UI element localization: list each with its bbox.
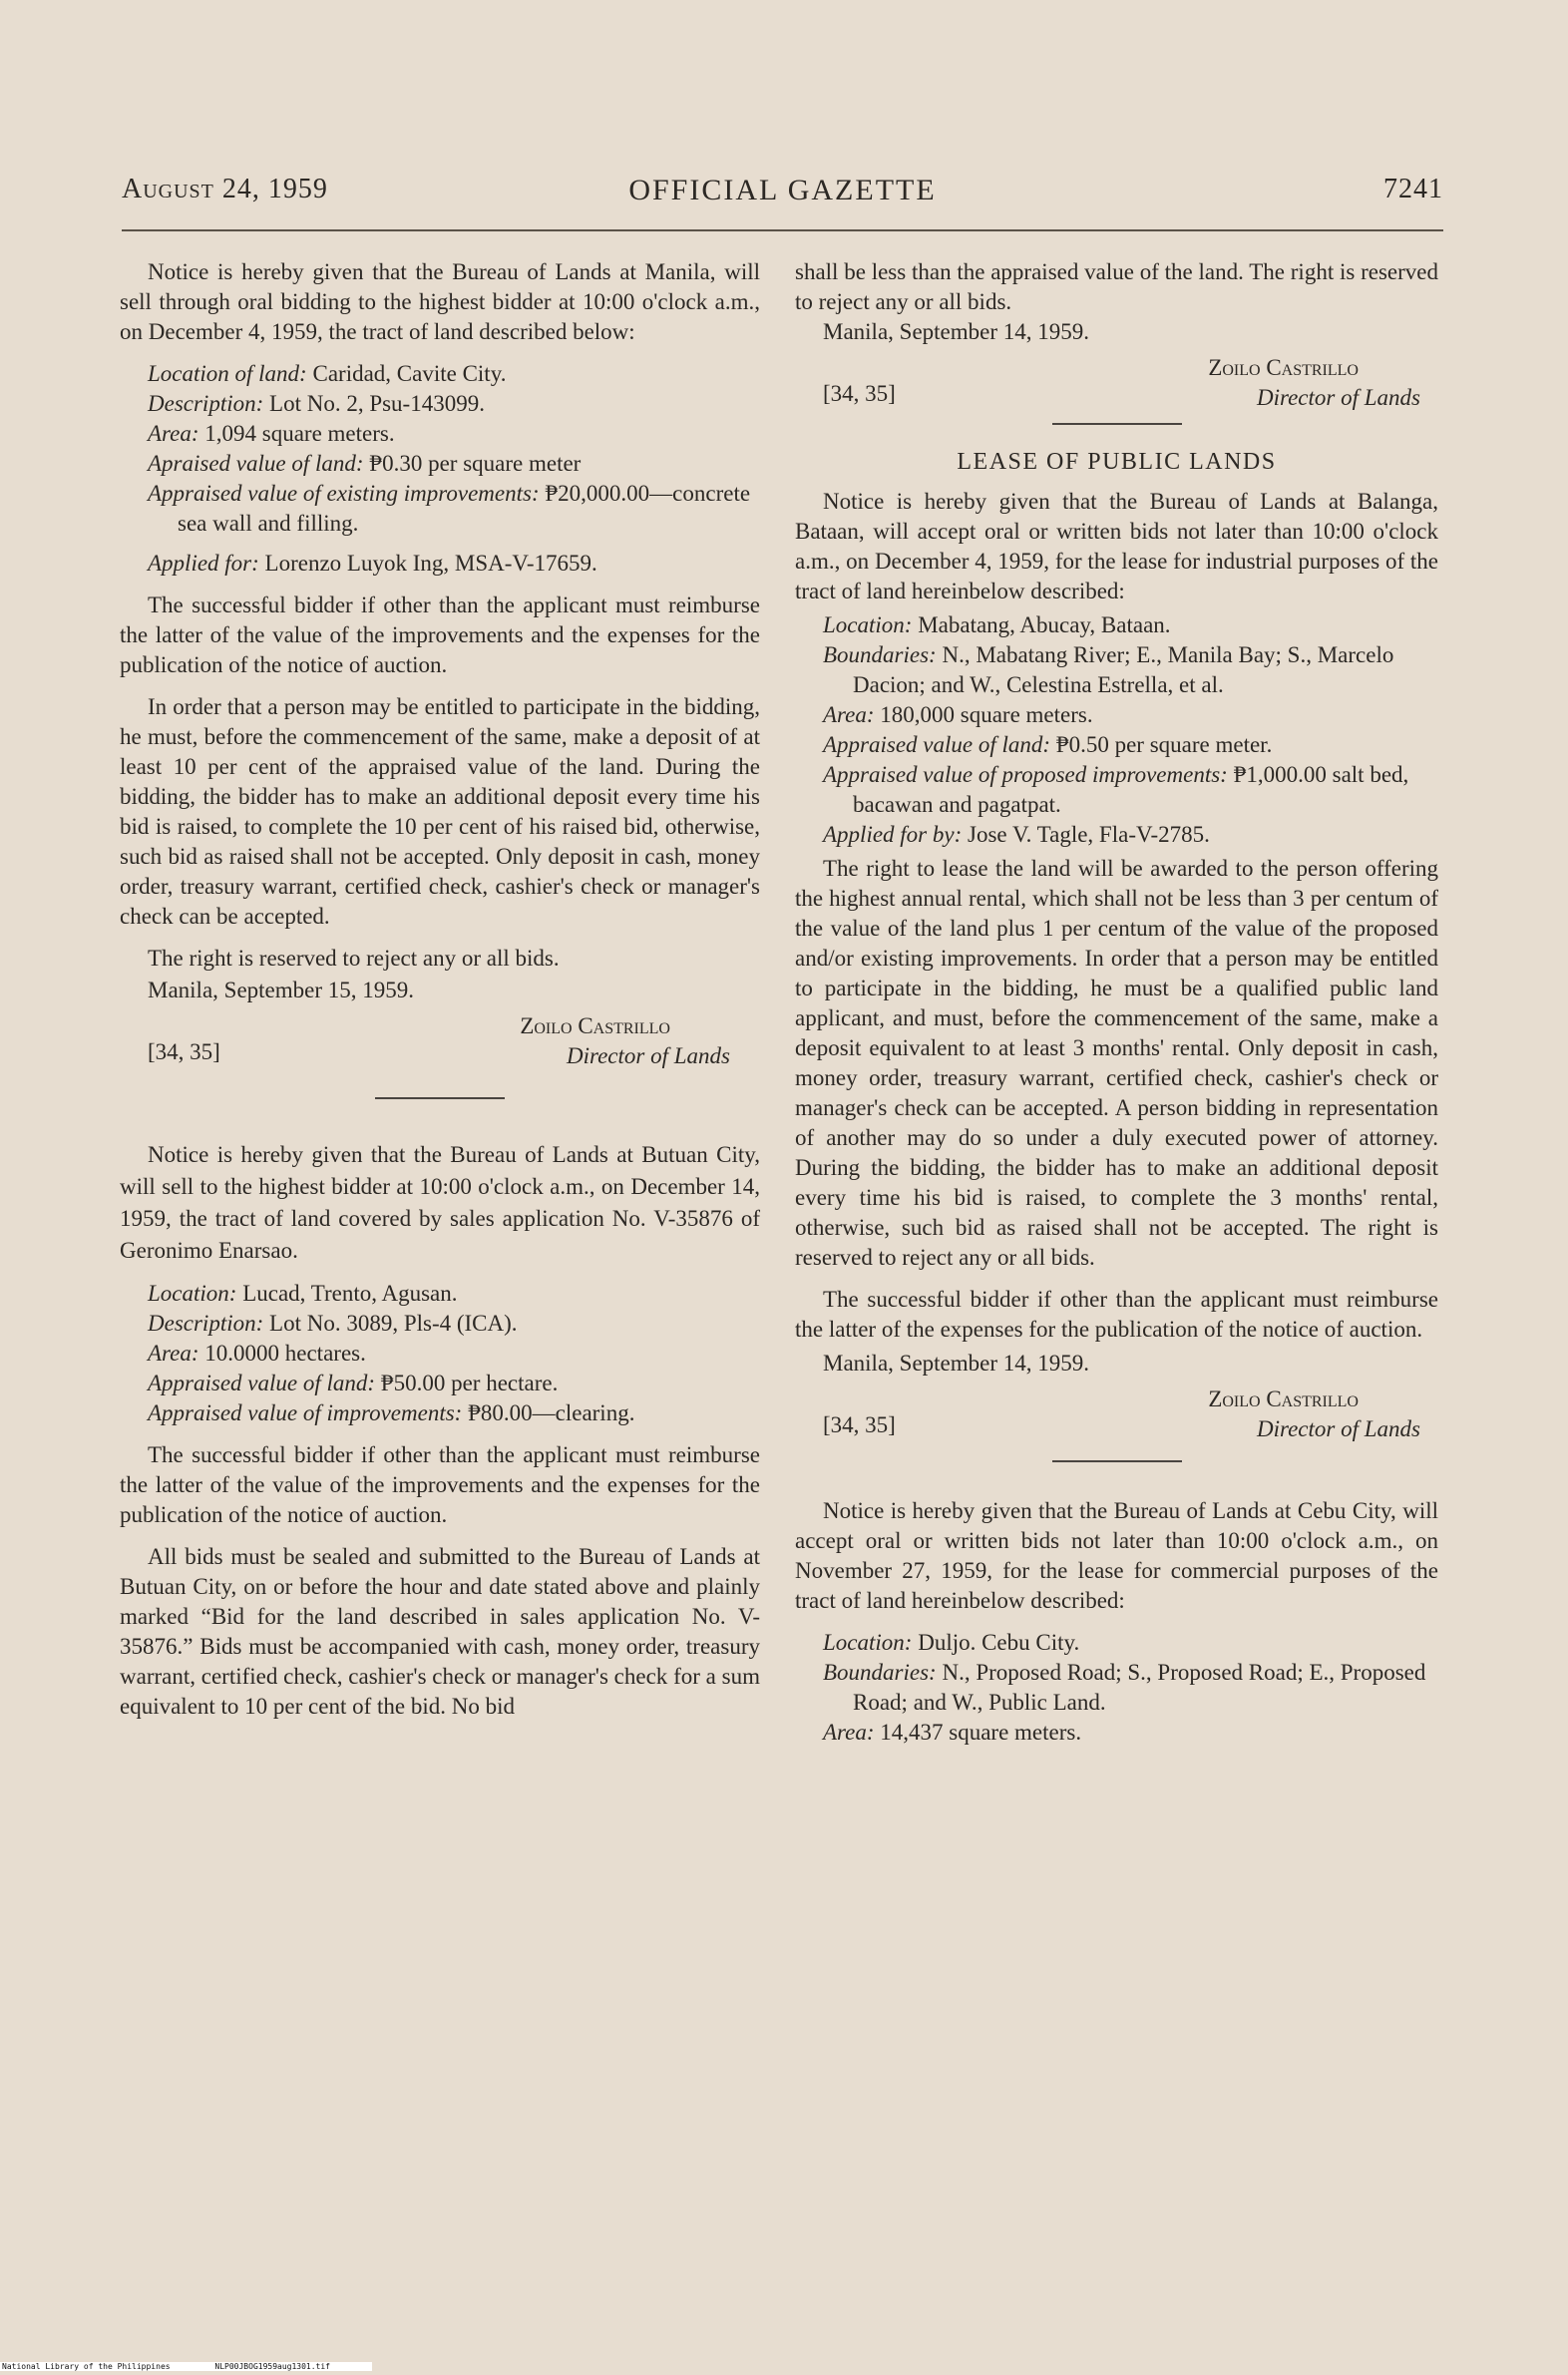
detail-value: ₱50.00 per hectare.: [380, 1371, 559, 1395]
detail-location: [795, 1628, 1438, 1658]
detail-area: [120, 1339, 760, 1369]
detail-value: N., Mabatang River; E., Manila Bay; S., Marcelo Dacion; and W., Celestina Estrella, et al.: [853, 642, 1394, 697]
detail-value: Caridad, Cavite City.: [312, 361, 507, 386]
scan-footer: [0, 2362, 372, 2371]
detail-label: Location of land:: [148, 361, 307, 386]
notice-cavite-intro: Notice is hereby given that the Bureau of Lands at Manila, will sell through oral bidding to the highest bidder at 10:00 o'clock a.m., on December 4, 1959, the tract of land described below:: [120, 259, 760, 344]
detail-value: ₱20,000.00—concrete sea wall and filling.: [178, 481, 751, 536]
header-rule: [122, 229, 1443, 231]
detail-appraised-improvements: [120, 1398, 760, 1428]
detail-label: Appraised value of land:: [148, 1371, 376, 1395]
detail-area: [795, 700, 1438, 730]
detail-value: Lorenzo Luyok Ing, MSA-V-17659.: [264, 551, 597, 576]
detail-applied-for: [795, 820, 1438, 850]
section-title-lease: LEASE OF PUBLIC LANDS: [957, 449, 1277, 475]
detail-label: Boundaries:: [823, 642, 937, 667]
left-column: [120, 257, 760, 1734]
signatory-name: Zoilo Castrillo: [520, 1013, 670, 1038]
detail-label: Appraised value of proposed improvements:: [823, 762, 1228, 787]
header-title: OFFICIAL GAZETTE: [628, 174, 937, 206]
detail-label: Applied for:: [148, 551, 259, 576]
detail-appraised-improvements: [795, 760, 1438, 820]
footer-file: NLP00JBOG1959aug1301.tif: [214, 2362, 330, 2371]
detail-label: Boundaries:: [823, 1660, 937, 1685]
detail-area: [120, 419, 760, 449]
notice-butuan-continued: shall be less than the appraised value of the land. The right is reserved to reject any or all bids.: [795, 259, 1438, 314]
notice-cavite-date: Manila, September 15, 1959.: [148, 978, 415, 1002]
detail-applied-for: [120, 549, 760, 579]
issue-reference: [34, 35]: [823, 1412, 896, 1437]
detail-value: Jose V. Tagle, Fla-V-2785.: [968, 822, 1210, 847]
detail-label: Description:: [148, 1311, 264, 1336]
detail-appraised-land: [120, 449, 760, 479]
right-column: [795, 257, 1438, 1760]
notice-cavite-reserve: The right is reserved to reject any or all bids.: [148, 946, 560, 971]
detail-value: Duljo. Cebu City.: [918, 1630, 1080, 1655]
header-date: August 24, 1959: [122, 174, 328, 204]
notice-butuan-intro: Notice is hereby given that the Bureau of Lands at Butuan City, will sell to the highest bidder at 10:00 o'clock a.m., on December 14, 1959, the tract of land covered by sales application No. V-35876 of Geronimo Enarsao.: [120, 1142, 760, 1263]
notice-cebu-details: [795, 1628, 1438, 1748]
detail-value: N., Proposed Road; S., Proposed Road; E., Proposed Road; and W., Public Land.: [853, 1660, 1426, 1715]
notice-balanga-date: Manila, September 14, 1959.: [823, 1351, 1090, 1376]
detail-label: Location:: [823, 612, 913, 637]
detail-value: Lot No. 2, Psu-143099.: [269, 391, 485, 416]
notice-butuan-details: [120, 1279, 760, 1428]
detail-location: [795, 610, 1438, 640]
detail-label: Area:: [148, 1341, 199, 1366]
signatory-office: Director of Lands: [1257, 385, 1420, 410]
signature-block: [795, 1385, 1438, 1446]
detail-label: Description:: [148, 391, 264, 416]
detail-boundaries: [795, 1658, 1438, 1718]
footer-library: National Library of the Philippines: [2, 2362, 171, 2371]
detail-label: Appraised value of land:: [823, 732, 1051, 757]
header-page-number: 7241: [1383, 174, 1443, 204]
notice-cavite-deposit: In order that a person may be entitled to participate in the bidding, he must, before the commencement of the same, make a deposit of at least 10 per cent of the appraised value of the land. During the bidding, the bidder has to make an additional deposit every time his bid is raised, to complete the 10 per cent of his raised bid, otherwise, such bid as raised shall not be accepted. Only deposit in cash, money order, treasury warrant, certified check, cashier's check or manager's check can be accepted.: [120, 694, 760, 929]
issue-reference: [34, 35]: [148, 1039, 220, 1064]
page-header: [122, 174, 1443, 213]
detail-appraised-land: [120, 1369, 760, 1398]
detail-description: [120, 389, 760, 419]
notice-cebu-intro: Notice is hereby given that the Bureau of Lands at Cebu City, will accept oral or written bids not later than 10:00 o'clock a.m., on November 27, 1959, for the lease for commercial purposes of the tract of land hereinbelow described:: [795, 1498, 1438, 1613]
detail-value: ₱0.50 per square meter.: [1055, 732, 1273, 757]
detail-location: [120, 1279, 760, 1309]
detail-label: Apraised value of land:: [148, 451, 364, 476]
signatory-office: Director of Lands: [1257, 1416, 1420, 1441]
detail-value: ₱80.00—clearing.: [468, 1400, 635, 1425]
notice-butuan-date: Manila, September 14, 1959.: [823, 319, 1090, 344]
detail-value: Mabatang, Abucay, Bataan.: [918, 612, 1171, 637]
detail-area: [795, 1718, 1438, 1748]
detail-value: ₱1,000.00 salt bed, bacawan and pagatpat.: [853, 762, 1409, 817]
detail-label: Area:: [823, 1720, 875, 1745]
notice-butuan-reimburse: The successful bidder if other than the applicant must reimburse the latter of the value of the improvements and the expenses for the publication of the notice of auction.: [120, 1442, 760, 1527]
detail-value: ₱0.30 per square meter: [369, 451, 582, 476]
detail-boundaries: [795, 640, 1438, 700]
detail-appraised-improvements: [120, 479, 760, 539]
issue-reference: [34, 35]: [823, 381, 896, 406]
notice-cavite-reimburse: The successful bidder if other than the applicant must reimburse the latter of the value of the improvements and the expenses for the publication of the notice of auction.: [120, 593, 760, 677]
detail-label: Applied for by:: [823, 822, 963, 847]
detail-label: Area:: [823, 702, 875, 727]
detail-value: 14,437 square meters.: [880, 1720, 1082, 1745]
detail-value: Lucad, Trento, Agusan.: [242, 1281, 458, 1306]
detail-label: Location:: [823, 1630, 913, 1655]
detail-location: [120, 359, 760, 389]
section-divider: [375, 1097, 505, 1099]
signatory-name: Zoilo Castrillo: [1208, 355, 1359, 380]
notice-balanga-reimburse: The successful bidder if other than the applicant must reimburse the latter of the expenses for the publication of the notice of auction.: [795, 1287, 1438, 1342]
notice-butuan-bids: All bids must be sealed and submitted to the Bureau of Lands at Butuan City, on or before the hour and date stated above and plainly marked “Bid for the land described in sales application No. V-35876.” Bids must be accompanied with cash, money order, treasury warrant, certified check, cashier's check or manager's check for a sum equivalent to 10 per cent of the bid. No bid: [120, 1544, 760, 1719]
signatory-name: Zoilo Castrillo: [1208, 1386, 1359, 1411]
signature-block: [795, 353, 1438, 415]
notice-cavite-details: [120, 359, 760, 579]
detail-label: Appraised value of improvements:: [148, 1400, 463, 1425]
signatory-office: Director of Lands: [567, 1043, 730, 1068]
section-divider: [1052, 423, 1182, 425]
detail-label: Area:: [148, 421, 199, 446]
detail-label: Location:: [148, 1281, 237, 1306]
section-divider: [1052, 1460, 1182, 1462]
notice-balanga-terms: The right to lease the land will be awarded to the person offering the highest annual rental, which shall not be less than 3 per centum of the value of the land plus 1 per centum of the value of the proposed and/or existing improvements. In order that a person may be entitled to participate in the bidding, he must be a qualified public land applicant, and must, before the commencement of the same, make a deposit equivalent to at least 3 months' rental. Only deposit in cash, money order, treasury warrant, certified check, cashier's check or manager's check can be accepted. A person bidding in representation of another may do so under a duly executed power of attorney. During the bidding, the bidder has to make an additional deposit every time his bid is raised, to complete the 3 months' rental, otherwise, such bid as raised shall not be accepted. The right is reserved to reject any or all bids.: [795, 856, 1438, 1270]
detail-description: [120, 1309, 760, 1339]
notice-balanga-intro: Notice is hereby given that the Bureau of Lands at Balanga, Bataan, will accept oral or written bids not later than 10:00 o'clock a.m., on December 4, 1959, for the lease for industrial purposes of the tract of land hereinbelow described:: [795, 489, 1438, 603]
detail-appraised-land: [795, 730, 1438, 760]
signature-block: [120, 1011, 760, 1073]
detail-value: Lot No. 3089, Pls-4 (ICA).: [269, 1311, 518, 1336]
detail-value: 10.0000 hectares.: [204, 1341, 366, 1366]
detail-value: 1,094 square meters.: [204, 421, 395, 446]
detail-label: Appraised value of existing improvements:: [148, 481, 540, 506]
notice-balanga-details: [795, 610, 1438, 850]
detail-value: 180,000 square meters.: [880, 702, 1093, 727]
